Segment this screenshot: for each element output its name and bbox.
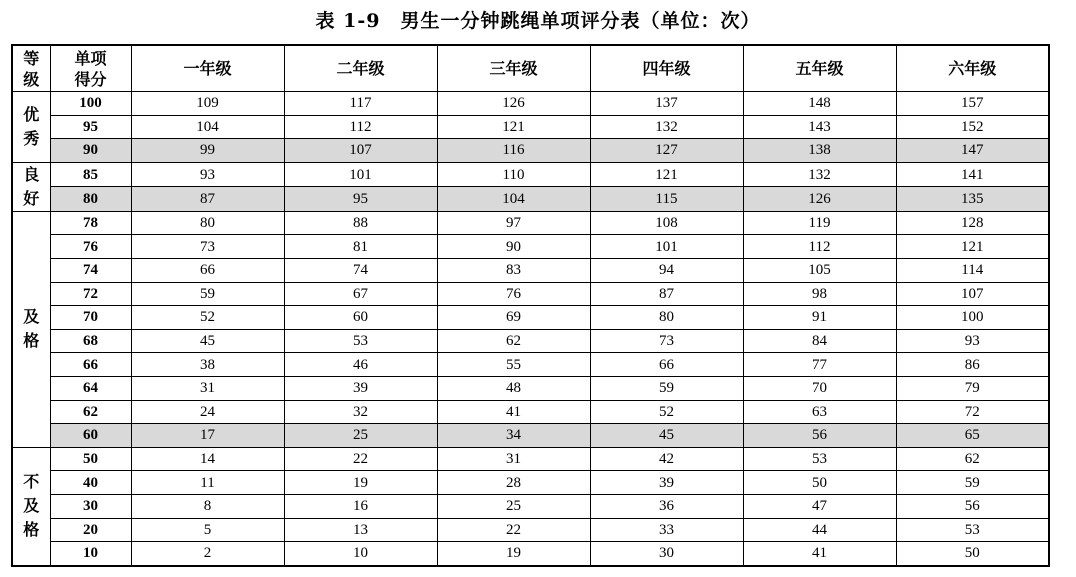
- value-cell: 121: [590, 162, 743, 187]
- grade-level-label: 优秀: [23, 104, 40, 148]
- value-cell: 67: [284, 282, 437, 306]
- value-cell: 53: [896, 518, 1049, 542]
- value-cell: 126: [743, 187, 896, 212]
- value-cell: 105: [743, 258, 896, 282]
- value-cell: 152: [896, 115, 1049, 139]
- header-score: 单项得分: [50, 45, 131, 92]
- score-cell: 80: [50, 187, 131, 212]
- score-cell: 50: [50, 447, 131, 471]
- value-cell: 88: [284, 211, 437, 235]
- header-grade-6: 六年级: [896, 45, 1049, 92]
- score-cell: 76: [50, 235, 131, 259]
- value-cell: 112: [284, 115, 437, 139]
- value-cell: 44: [743, 518, 896, 542]
- value-cell: 112: [743, 235, 896, 259]
- table-row: [12, 282, 1049, 306]
- value-cell: 22: [437, 518, 590, 542]
- value-cell: 36: [590, 494, 743, 518]
- value-cell: 31: [131, 376, 284, 400]
- value-cell: 66: [590, 353, 743, 377]
- value-cell: 25: [437, 494, 590, 518]
- value-cell: 39: [590, 471, 743, 495]
- value-cell: 70: [743, 376, 896, 400]
- value-cell: 47: [743, 494, 896, 518]
- value-cell: 107: [896, 282, 1049, 306]
- value-cell: 119: [743, 211, 896, 235]
- score-cell: 40: [50, 471, 131, 495]
- score-cell: 66: [50, 353, 131, 377]
- table-row: [12, 471, 1049, 495]
- value-cell: 24: [131, 400, 284, 424]
- value-cell: 148: [743, 92, 896, 116]
- table-row: [12, 115, 1049, 139]
- value-cell: 19: [284, 471, 437, 495]
- value-cell: 31: [437, 447, 590, 471]
- value-cell: 107: [284, 139, 437, 163]
- value-cell: 8: [131, 494, 284, 518]
- value-cell: 99: [131, 139, 284, 163]
- value-cell: 147: [896, 139, 1049, 163]
- value-cell: 104: [437, 187, 590, 212]
- score-cell: 20: [50, 518, 131, 542]
- score-cell: 78: [50, 211, 131, 235]
- value-cell: 53: [284, 329, 437, 353]
- value-cell: 121: [896, 235, 1049, 259]
- value-cell: 73: [131, 235, 284, 259]
- value-cell: 59: [896, 471, 1049, 495]
- table-title: 表 1-9 男生一分钟跳绳单项评分表（单位：次）: [315, 10, 761, 32]
- table-row: [12, 306, 1049, 330]
- table-row: [12, 139, 1049, 163]
- value-cell: 72: [896, 400, 1049, 424]
- grade-level-label: 及格: [23, 307, 40, 351]
- value-cell: 80: [131, 211, 284, 235]
- value-cell: 52: [590, 400, 743, 424]
- table-row: [12, 235, 1049, 259]
- value-cell: 55: [437, 353, 590, 377]
- value-cell: 157: [896, 92, 1049, 116]
- value-cell: 121: [437, 115, 590, 139]
- table-row: [12, 162, 1049, 187]
- value-cell: 56: [896, 494, 1049, 518]
- value-cell: 79: [896, 376, 1049, 400]
- value-cell: 84: [743, 329, 896, 353]
- table-row: [12, 447, 1049, 471]
- value-cell: 117: [284, 92, 437, 116]
- grade-level-label: 不及格: [23, 472, 40, 540]
- value-cell: 77: [743, 353, 896, 377]
- value-cell: 59: [131, 282, 284, 306]
- value-cell: 74: [284, 258, 437, 282]
- score-cell: 90: [50, 139, 131, 163]
- value-cell: 97: [437, 211, 590, 235]
- value-cell: 110: [437, 162, 590, 187]
- value-cell: 39: [284, 376, 437, 400]
- value-cell: 11: [131, 471, 284, 495]
- table-row: [12, 187, 1049, 212]
- value-cell: 80: [590, 306, 743, 330]
- table-row: [12, 376, 1049, 400]
- value-cell: 34: [437, 424, 590, 448]
- value-cell: 132: [590, 115, 743, 139]
- score-cell: 60: [50, 424, 131, 448]
- value-cell: 38: [131, 353, 284, 377]
- value-cell: 127: [590, 139, 743, 163]
- value-cell: 76: [437, 282, 590, 306]
- table-row: [12, 353, 1049, 377]
- value-cell: 83: [437, 258, 590, 282]
- value-cell: 81: [284, 235, 437, 259]
- value-cell: 128: [896, 211, 1049, 235]
- value-cell: 62: [896, 447, 1049, 471]
- header-grade: 等级: [12, 45, 50, 92]
- value-cell: 45: [590, 424, 743, 448]
- value-cell: 46: [284, 353, 437, 377]
- value-cell: 90: [437, 235, 590, 259]
- value-cell: 101: [590, 235, 743, 259]
- table-row: [12, 518, 1049, 542]
- value-cell: 132: [743, 162, 896, 187]
- value-cell: 126: [437, 92, 590, 116]
- value-cell: 73: [590, 329, 743, 353]
- value-cell: 95: [284, 187, 437, 212]
- value-cell: 42: [590, 447, 743, 471]
- grade-level-cell: [12, 162, 50, 211]
- grade-level-cell: [12, 211, 50, 447]
- value-cell: 53: [743, 447, 896, 471]
- value-cell: 93: [896, 329, 1049, 353]
- score-cell: 64: [50, 376, 131, 400]
- table-row: [12, 400, 1049, 424]
- value-cell: 87: [131, 187, 284, 212]
- value-cell: 63: [743, 400, 896, 424]
- score-cell: 70: [50, 306, 131, 330]
- value-cell: 101: [284, 162, 437, 187]
- value-cell: 56: [743, 424, 896, 448]
- value-cell: 5: [131, 518, 284, 542]
- header-grade-2: 二年级: [284, 45, 437, 92]
- header-row: [12, 45, 1049, 92]
- value-cell: 14: [131, 447, 284, 471]
- table-row: [12, 494, 1049, 518]
- value-cell: 32: [284, 400, 437, 424]
- value-cell: 50: [743, 471, 896, 495]
- grade-level-cell: [12, 92, 50, 163]
- score-cell: 100: [50, 92, 131, 116]
- value-cell: 16: [284, 494, 437, 518]
- table-row: [12, 92, 1049, 116]
- value-cell: 65: [896, 424, 1049, 448]
- scoring-table: [11, 44, 1050, 567]
- value-cell: 98: [743, 282, 896, 306]
- header-grade-3: 三年级: [437, 45, 590, 92]
- score-cell: 74: [50, 258, 131, 282]
- score-cell: 85: [50, 162, 131, 187]
- score-cell: 62: [50, 400, 131, 424]
- table-row: [12, 211, 1049, 235]
- value-cell: 48: [437, 376, 590, 400]
- value-cell: 91: [743, 306, 896, 330]
- score-cell: 30: [50, 494, 131, 518]
- header-grade-4: 四年级: [590, 45, 743, 92]
- value-cell: 28: [437, 471, 590, 495]
- value-cell: 41: [743, 542, 896, 566]
- value-cell: 115: [590, 187, 743, 212]
- value-cell: 45: [131, 329, 284, 353]
- value-cell: 52: [131, 306, 284, 330]
- value-cell: 104: [131, 115, 284, 139]
- grade-level-label: 良好: [23, 164, 40, 208]
- value-cell: 17: [131, 424, 284, 448]
- value-cell: 59: [590, 376, 743, 400]
- value-cell: 41: [437, 400, 590, 424]
- value-cell: 116: [437, 139, 590, 163]
- value-cell: 141: [896, 162, 1049, 187]
- value-cell: 94: [590, 258, 743, 282]
- value-cell: 30: [590, 542, 743, 566]
- table-row: [12, 329, 1049, 353]
- score-cell: 72: [50, 282, 131, 306]
- value-cell: 135: [896, 187, 1049, 212]
- score-cell: 10: [50, 542, 131, 566]
- value-cell: 86: [896, 353, 1049, 377]
- header-grade-1: 一年级: [131, 45, 284, 92]
- value-cell: 13: [284, 518, 437, 542]
- value-cell: 62: [437, 329, 590, 353]
- value-cell: 100: [896, 306, 1049, 330]
- value-cell: 93: [131, 162, 284, 187]
- value-cell: 2: [131, 542, 284, 566]
- value-cell: 50: [896, 542, 1049, 566]
- value-cell: 87: [590, 282, 743, 306]
- value-cell: 143: [743, 115, 896, 139]
- value-cell: 108: [590, 211, 743, 235]
- table-row: [12, 542, 1049, 566]
- value-cell: 60: [284, 306, 437, 330]
- score-cell: 95: [50, 115, 131, 139]
- value-cell: 109: [131, 92, 284, 116]
- value-cell: 25: [284, 424, 437, 448]
- value-cell: 22: [284, 447, 437, 471]
- value-cell: 69: [437, 306, 590, 330]
- score-cell: 68: [50, 329, 131, 353]
- value-cell: 33: [590, 518, 743, 542]
- value-cell: 19: [437, 542, 590, 566]
- grade-level-cell: [12, 447, 50, 565]
- value-cell: 10: [284, 542, 437, 566]
- value-cell: 137: [590, 92, 743, 116]
- table-row: [12, 424, 1049, 448]
- value-cell: 114: [896, 258, 1049, 282]
- value-cell: 138: [743, 139, 896, 163]
- value-cell: 66: [131, 258, 284, 282]
- header-grade-5: 五年级: [743, 45, 896, 92]
- table-row: [12, 258, 1049, 282]
